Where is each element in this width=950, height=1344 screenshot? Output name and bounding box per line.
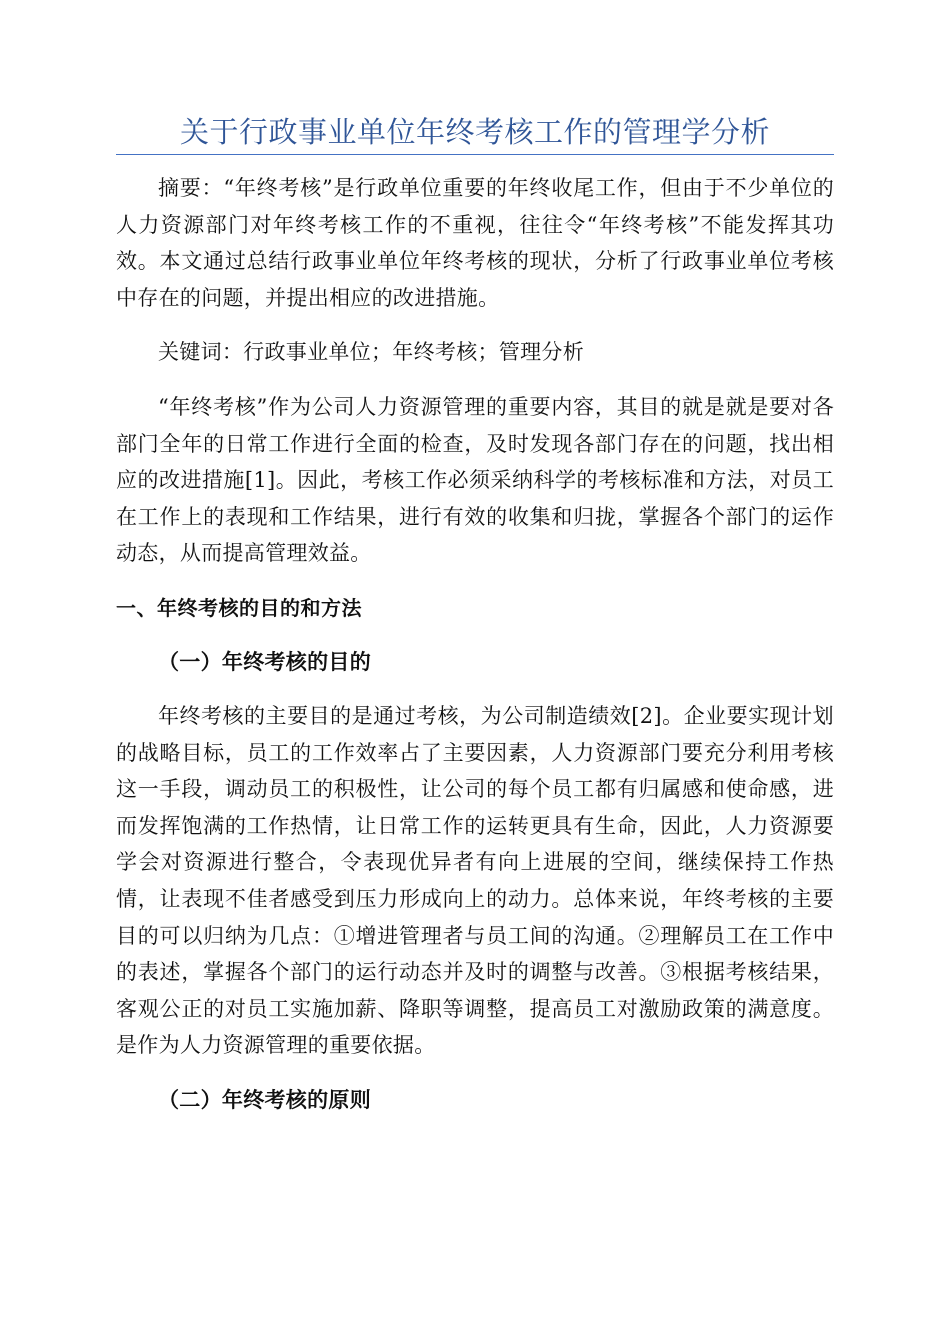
section-heading-1: 一、年终考核的目的和方法 — [116, 595, 362, 620]
subsection-heading-1-2: （二）年终考核的原则 — [158, 1086, 371, 1112]
keywords-paragraph: 关键词：行政事业单位；年终考核；管理分析 — [158, 340, 584, 365]
subsection-body-1-1: 年终考核的主要目的是通过考核，为公司制造绩效[2]。企业要实现计划的战略目标，员工的工作效率占了主要因素，人力资源部门要充分利用考核这一手段，调动员工的积极性，让公司的每个员工都有归属感和使命感，进而发挥饱满的工作热情，让日常工作的运转更具有生命，因此，人力资源要学会对资源进行整合，令表现优异者有向上进展的空间，继续保持工作热情，让表现不佳者感受到压力形成向上的动力。总体来说，年终考核的主要目的可以归纳为几点：①增进管理者与员工间的沟通。②理解员工在工作中的表述，掌握各个部门的运行动态并及时的调整与改善。③根据考核结果，客观公正的对员工实施加薪、降职等调整，提高员工对激励政策的满意度。是作为人力资源管理的重要依据。 — [116, 703, 834, 1058]
abstract-paragraph: 摘要：“年终考核”是行政单位重要的年终收尾工作，但由于不少单位的人力资源部门对年终考核工作的不重视，往往令“年终考核”不能发挥其功效。本文通过总结行政事业单位年终考核的现状，分析了行政事业单位考核中存在的问题，并提出相应的改进措施。 — [116, 176, 834, 310]
subsection-heading-1-1: （一）年终考核的目的 — [158, 648, 371, 674]
title-underline — [116, 154, 834, 155]
intro-paragraph: “年终考核”作为公司人力资源管理的重要内容，其目的就是就是要对各部门全年的日常工作进行全面的检查，及时发现各部门存在的问题，找出相应的改进措施[1]。因此，考核工作必须采纳科学的考核标准和方法，对员工在工作上的表现和工作结果，进行有效的收集和归拢，掌握各个部门的运作动态，从而提高管理效益。 — [116, 394, 834, 566]
document-title: 关于行政事业单位年终考核工作的管理学分析 — [179, 115, 770, 149]
document-body — [116, 170, 834, 1118]
